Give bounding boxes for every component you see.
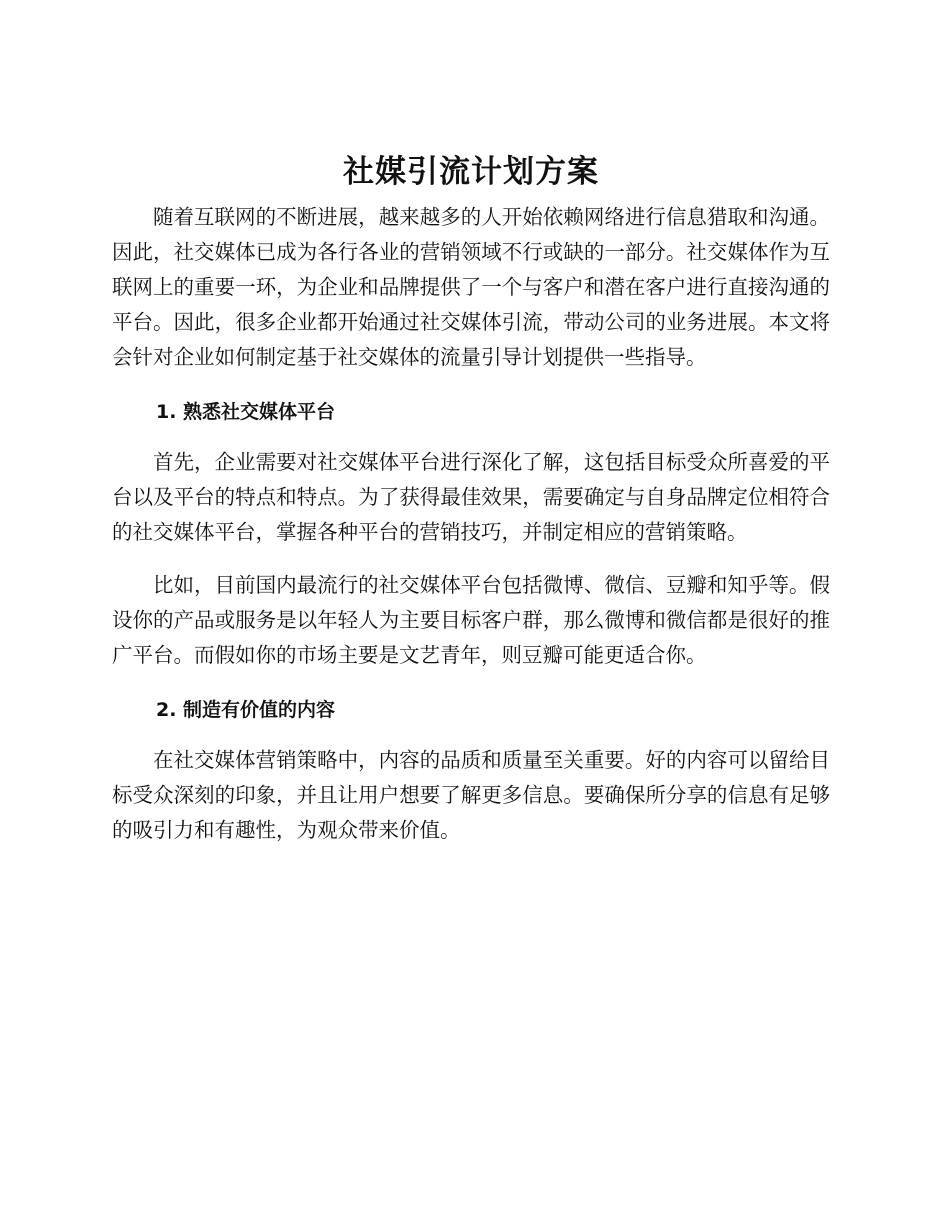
section-heading-2: 2. 制造有价值的内容 bbox=[156, 699, 336, 721]
section-1-paragraph-2: 比如，目前国内最流行的社交媒体平台包括微博、微信、豆瓣和知乎等。假设你的产品或服务是以年轻人为主要目标客户群，那么微博和微信都是很好的推广平台。而假如你的市场主要是文艺青年，则豆瓣可能更适合你。 bbox=[112, 573, 830, 667]
section-heading-1: 1. 熟悉社交媒体平台 bbox=[156, 401, 336, 423]
intro-paragraph: 随着互联网的不断进展，越来越多的人开始依赖网络进行信息猎取和沟通。因此，社交媒体已成为各行各业的营销领域不行或缺的一部分。社交媒体作为互联网上的重要一环，为企业和品牌提供了一个与客户和潜在客户进行直接沟通的平台。因此，很多企业都开始通过社交媒体引流，带动公司的业务进展。本文将会针对企业如何制定基于社交媒体的流量引导计划提供一些指导。 bbox=[112, 205, 830, 369]
section-2-paragraph-1: 在社交媒体营销策略中，内容的品质和质量至关重要。好的内容可以留给目标受众深刻的印象，并且让用户想要了解更多信息。要确保所分享的信息有足够的吸引力和有趣性，为观众带来价值。 bbox=[112, 748, 830, 842]
document-page bbox=[112, 150, 830, 848]
section-1-paragraph-1: 首先，企业需要对社交媒体平台进行深化了解，这包括目标受众所喜爱的平台以及平台的特点和特点。为了获得最佳效果，需要确定与自身品牌定位相符合的社交媒体平台，掌握各种平台的营销技巧，并制定相应的营销策略。 bbox=[112, 450, 830, 544]
document-title: 社媒引流计划方案 bbox=[343, 154, 599, 190]
